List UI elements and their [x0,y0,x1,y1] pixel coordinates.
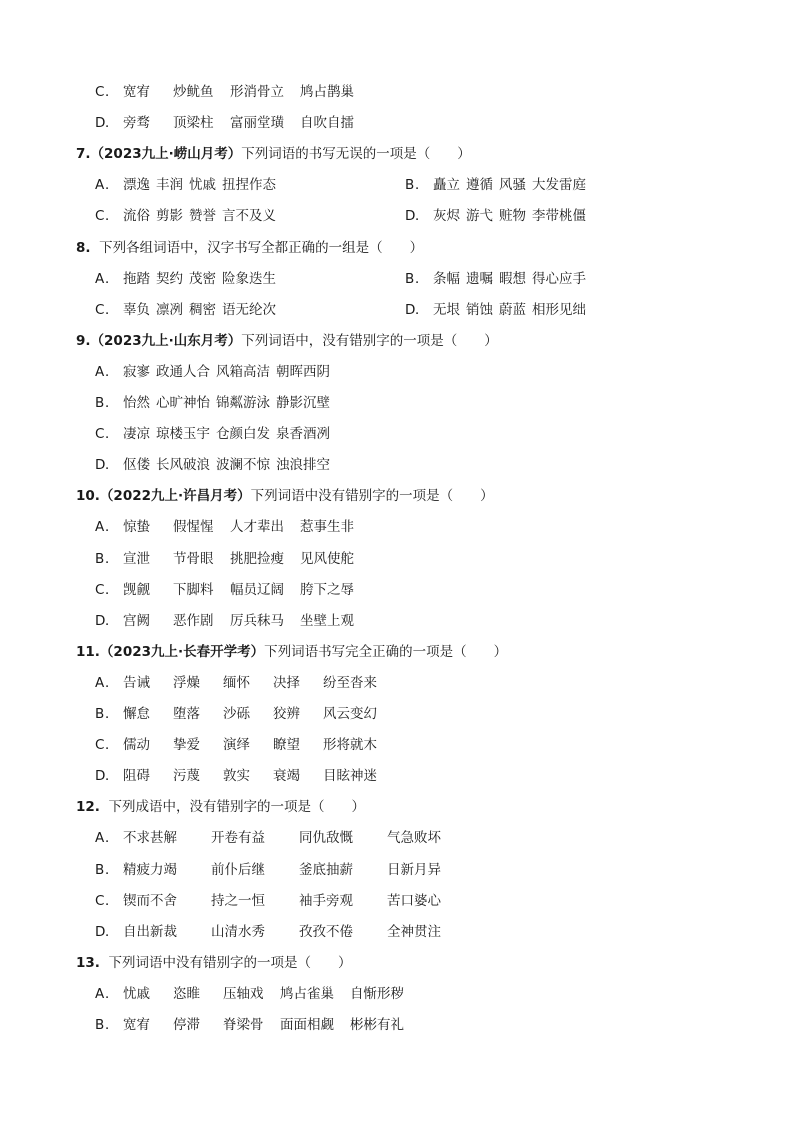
option-letter: A [95,830,105,846]
option-letter: C [95,208,105,224]
option-word: 见风使舵 [300,551,354,567]
option-word: 浮燥 [173,675,200,691]
option-word: 流俗 [123,208,150,224]
option-dot: ． [105,582,119,598]
option-word: 赞誉 [189,208,216,224]
option-word: 锦粼游泳 [216,395,270,411]
option-word: 同仇敌慨 [299,830,353,846]
option-letter: D [95,457,106,473]
option-word: 宫阙 [123,613,150,629]
option-word: 寂寥 [123,364,150,380]
spacer [100,799,109,815]
question-stem [76,642,507,662]
option-word: 宣泄 [123,551,150,567]
option-word: 凄凉 [123,426,150,442]
option-letter: C [95,84,105,100]
option-word: 遵循 [466,177,493,193]
spacer [91,240,100,256]
option-word: 伛偻 [123,457,150,473]
question-source: （2023九上·崂山月考） [90,146,242,162]
option-dot: ． [105,457,119,473]
question-stem [76,953,352,973]
option-word: 暇想 [499,271,526,287]
question-stem [76,797,365,817]
option-word: 形消骨立 [230,84,284,100]
option-letter: C [95,302,105,318]
option-word: 扭捏作态 [222,177,276,193]
option-word: 相形见绌 [532,302,586,318]
question-text: 下列成语中，没有错别字的一项是（ ） [108,799,366,815]
question-text: 下列词语的书写无误的一项是（ ） [241,146,471,162]
option-word: 仓颜白发 [216,426,270,442]
option-dot: ． [105,737,119,753]
option-word: 堕落 [173,706,200,722]
option-word: 泉香酒冽 [276,426,330,442]
option-word: 锲而不舍 [123,893,177,909]
spacer [100,955,109,971]
option-word: 气急败坏 [387,830,441,846]
option-word: 开卷有益 [211,830,265,846]
option-word: 言不及义 [222,208,276,224]
option-word: 前仆后继 [211,862,265,878]
option-dot: ． [105,115,119,131]
option-word: 朝晖西阴 [276,364,330,380]
option-word: 丰润 [156,177,183,193]
option-word: 宽宥 [123,1017,150,1033]
option-dot: ． [415,302,429,318]
option-word: 矗立 [433,177,460,193]
option-word: 剪影 [156,208,183,224]
option-dot: ． [105,177,119,193]
option-dot: ． [415,271,429,287]
question-text: 下列词语中没有错别字的一项是（ ） [108,955,352,971]
option-word: 纷至沓来 [323,675,377,691]
option-letter: A [95,271,105,287]
option-word: 自惭形秽 [350,986,404,1002]
option-dot: ． [415,208,429,224]
option-dot: ． [105,893,119,909]
option-word: 凛冽 [156,302,183,318]
option-word: 灰烬 [433,208,460,224]
option-letter: A [95,986,105,1002]
option-word: 长风破浪 [156,457,210,473]
question-number: 9. [76,333,91,349]
option-letter: D [95,768,106,784]
question-number: 12. [76,799,100,815]
option-dot: ． [105,426,119,442]
option-letter: A [95,364,105,380]
option-word: 富丽堂璜 [230,115,284,131]
question-source: （2023九上·山东月考） [90,333,242,349]
option-dot: ． [105,364,119,380]
option-word: 苦口婆心 [387,893,441,909]
option-word: 风骚 [499,177,526,193]
option-word: 自出新裁 [123,924,177,940]
option-dot: ． [105,613,119,629]
question-number: 11. [76,644,100,660]
option-word: 恣睢 [173,986,200,1002]
option-dot: ． [105,395,119,411]
option-word: 不求甚解 [123,830,177,846]
option-word: 琼楼玉宇 [156,426,210,442]
option-word: 持之一恒 [211,893,265,909]
option-letter: B [95,706,105,722]
option-word: 静影沉壁 [276,395,330,411]
option-word: 沙砾 [223,706,250,722]
option-word: 觊觎 [123,582,150,598]
option-word: 政通人合 [156,364,210,380]
option-word: 山清水秀 [211,924,265,940]
option-dot: ． [105,675,119,691]
option-letter: D [405,302,416,318]
option-word: 袖手旁观 [299,893,353,909]
option-word: 幅员辽阔 [230,582,284,598]
option-word: 彬彬有礼 [350,1017,404,1033]
option-word: 语无纶次 [222,302,276,318]
option-word: 儒动 [123,737,150,753]
option-letter: B [95,551,105,567]
option-word: 全神贯注 [387,924,441,940]
option-word: 衰竭 [273,768,300,784]
option-letter: C [95,737,105,753]
question-text: 下列词语中没有错别字的一项是（ ） [250,488,494,504]
option-word: 怡然 [123,395,150,411]
option-letter: B [95,395,105,411]
option-word: 李带桃僵 [532,208,586,224]
option-word: 坐壁上观 [300,613,354,629]
option-letter: C [95,582,105,598]
option-word: 契约 [156,271,183,287]
option-letter: A [95,519,105,535]
question-source: （2022九上·许昌月考） [99,488,251,504]
option-word: 稠密 [189,302,216,318]
option-word: 污蔑 [173,768,200,784]
option-word: 宽宥 [123,84,150,100]
question-stem [76,331,498,351]
option-word: 自吹自擂 [300,115,354,131]
option-word: 瞭望 [273,737,300,753]
option-word: 大发雷庭 [532,177,586,193]
option-letter: D [95,613,106,629]
question-text: 下列各组词语中，汉字书写全都正确的一组是（ ） [99,240,424,256]
option-word: 人才辈出 [230,519,284,535]
question-text: 下列词语书写完全正确的一项是（ ） [264,644,508,660]
option-dot: ． [105,302,119,318]
option-dot: ． [105,924,119,940]
option-word: 波澜不惊 [216,457,270,473]
option-letter: C [95,426,105,442]
option-word: 拖踏 [123,271,150,287]
option-dot: ． [105,271,119,287]
question-number: 7. [76,146,91,162]
option-word: 忧戚 [123,986,150,1002]
option-word: 孜孜不倦 [299,924,353,940]
question-stem [76,486,494,506]
option-word: 告诫 [123,675,150,691]
option-word: 无垠 [433,302,460,318]
option-word: 赃物 [499,208,526,224]
option-word: 假惺惺 [173,519,214,535]
option-word: 阻碍 [123,768,150,784]
option-word: 懈怠 [123,706,150,722]
option-dot: ． [105,1017,119,1033]
option-word: 风云变幻 [323,706,377,722]
option-word: 脊梁骨 [223,1017,264,1033]
option-dot: ． [105,768,119,784]
option-word: 下脚料 [173,582,214,598]
option-word: 惹事生非 [300,519,354,535]
option-letter: B [405,177,415,193]
question-number: 10. [76,488,100,504]
option-word: 停滞 [173,1017,200,1033]
question-number: 8. [76,240,91,256]
option-word: 销蚀 [466,302,493,318]
option-letter: B [95,1017,105,1033]
option-word: 精疲力竭 [123,862,177,878]
option-word: 忧戚 [189,177,216,193]
option-letter: B [405,271,415,287]
option-word: 面面相觑 [280,1017,334,1033]
question-text: 下列词语中，没有错别字的一项是（ ） [241,333,498,349]
option-word: 决择 [273,675,300,691]
option-letter: D [95,115,106,131]
option-word: 胯下之辱 [300,582,354,598]
option-word: 茂密 [189,271,216,287]
option-word: 挑肥捡瘦 [230,551,284,567]
option-dot: ． [415,177,429,193]
question-stem [76,238,423,258]
option-word: 浊浪排空 [276,457,330,473]
option-letter: D [405,208,416,224]
option-word: 顶梁柱 [173,115,214,131]
option-word: 遗嘱 [466,271,493,287]
option-word: 敦实 [223,768,250,784]
question-number: 13. [76,955,100,971]
option-word: 釜底抽薪 [299,862,353,878]
question-source: （2023九上·长春开学考） [99,644,265,660]
option-word: 日新月异 [387,862,441,878]
option-word: 厉兵秣马 [230,613,284,629]
option-word: 节骨眼 [173,551,214,567]
option-letter: D [95,924,106,940]
option-word: 鸠占鹊巢 [300,84,354,100]
option-word: 炒鱿鱼 [173,84,214,100]
option-word: 风箱高洁 [216,364,270,380]
option-dot: ． [105,551,119,567]
question-stem [76,144,471,164]
option-word: 惊蛰 [123,519,150,535]
option-letter: A [95,675,105,691]
option-word: 条幅 [433,271,460,287]
option-word: 漂逸 [123,177,150,193]
option-word: 辜负 [123,302,150,318]
option-word: 险象迭生 [222,271,276,287]
option-letter: A [95,177,105,193]
option-dot: ． [105,519,119,535]
option-word: 狡辨 [273,706,300,722]
option-word: 旁骛 [123,115,150,131]
option-letter: C [95,893,105,909]
option-word: 鸠占雀巢 [280,986,334,1002]
option-word: 挚爱 [173,737,200,753]
option-word: 缅怀 [223,675,250,691]
option-letter: B [95,862,105,878]
option-word: 目眩神迷 [323,768,377,784]
option-word: 游弋 [466,208,493,224]
option-word: 压轴戏 [223,986,264,1002]
option-word: 恶作剧 [173,613,214,629]
option-dot: ． [105,830,119,846]
option-word: 形将就木 [323,737,377,753]
option-word: 演绎 [223,737,250,753]
option-dot: ． [105,862,119,878]
option-word: 得心应手 [532,271,586,287]
option-dot: ． [105,84,119,100]
option-dot: ． [105,208,119,224]
option-word: 蔚蓝 [499,302,526,318]
option-word: 心旷神怡 [156,395,210,411]
option-dot: ． [105,986,119,1002]
option-dot: ． [105,706,119,722]
